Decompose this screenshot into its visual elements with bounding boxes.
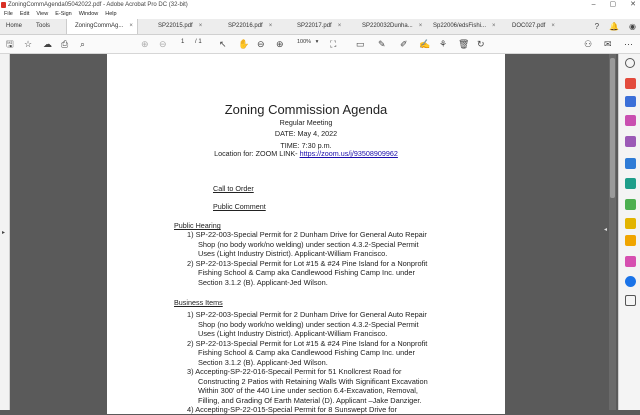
- page-total: / 1: [195, 39, 202, 45]
- chevron-down-icon: ▾: [315, 39, 319, 45]
- comment-icon[interactable]: ▭: [356, 39, 365, 49]
- upload-cloud-icon[interactable]: ☁: [43, 39, 52, 49]
- fill-sign-icon[interactable]: ✍: [419, 39, 431, 49]
- menu-bar: [0, 10, 640, 19]
- tab-document[interactable]: [158, 19, 202, 34]
- agenda-line: Fishing School & Camp aka Candlewood Fishing Camp Inc. under: [198, 268, 415, 277]
- menu-esign[interactable]: E-Sign: [55, 11, 72, 17]
- bookmark-star-icon[interactable]: ☆: [24, 39, 33, 49]
- tab-label: SP22015.pdf: [158, 23, 193, 29]
- window-title: ZoningCommAgenda05042022.pdf - Adobe Acrobat Pro DC (32-bit): [8, 2, 188, 8]
- location-label: Location for: ZOOM LINK-: [214, 149, 298, 158]
- tab-label: SP22016.pdf: [228, 23, 263, 29]
- call-to-order: Call to Order: [213, 184, 254, 193]
- public-hearing-heading: Public Hearing: [174, 221, 221, 230]
- zoom-select[interactable]: [297, 39, 318, 45]
- account-icon[interactable]: ◉: [629, 22, 636, 31]
- menu-edit[interactable]: Edit: [19, 11, 30, 17]
- tab-label: ZoningCommAg...: [75, 23, 124, 29]
- right-tools-panel: [618, 54, 640, 410]
- request-esignature-icon[interactable]: [625, 256, 636, 267]
- agenda-line: Filling, and Grading Of Earth Material (D). Applicant –Jake Danziger.: [198, 396, 422, 405]
- menu-help[interactable]: Help: [105, 11, 117, 17]
- comment-bubble-icon[interactable]: [625, 235, 636, 246]
- email-icon[interactable]: ✉: [604, 39, 612, 49]
- menu-view[interactable]: View: [36, 11, 49, 17]
- agenda-line: 1) SP-22-003-Special Permit for 2 Dunham Drive for General Auto Repair: [187, 230, 427, 239]
- tab-bar: [0, 19, 640, 35]
- search-tool-icon[interactable]: [625, 58, 635, 68]
- draw-icon[interactable]: ✐: [400, 39, 408, 49]
- share-icon[interactable]: ⚇: [584, 39, 593, 49]
- tab-tools[interactable]: Tools: [36, 23, 51, 29]
- page-number-input[interactable]: 1: [181, 39, 185, 45]
- next-page-icon[interactable]: ⊖: [159, 39, 167, 49]
- previous-page-icon[interactable]: ⊕: [141, 39, 149, 49]
- zoom-in-icon[interactable]: ⊕: [276, 39, 284, 49]
- agenda-line: Fishing School & Camp aka Candlewood Fishing Camp Inc. under: [198, 348, 415, 357]
- agenda-line: Shop (no body work/no welding) under section 4.3.2-Special Permit: [198, 320, 419, 329]
- tab-home[interactable]: Home: [6, 23, 23, 29]
- tab-close-icon[interactable]: ×: [198, 23, 203, 29]
- agenda-line: 3) Accepting-SP-22-016-Specail Permit for 51 Knollcrest Road for: [187, 367, 402, 376]
- export-pdf-icon[interactable]: [625, 96, 636, 107]
- agenda-line: 2) SP-22-013-Special Permit for Lot #15 & #24 Pine Island for a Nonprofit: [187, 339, 428, 348]
- organize-pages-icon[interactable]: [625, 178, 636, 189]
- zoom-out-icon[interactable]: ⊖: [257, 39, 265, 49]
- acrobat-logo-icon: [1, 2, 6, 8]
- tab-document[interactable]: [297, 19, 341, 34]
- minimize-button[interactable]: –: [591, 1, 596, 8]
- tab-label: Sp22006/edsFishi...: [433, 23, 487, 29]
- shield-icon[interactable]: [625, 276, 636, 287]
- search-icon[interactable]: ⌕: [80, 39, 86, 49]
- save-icon[interactable]: 🖫: [6, 39, 14, 49]
- more-tools-wrench-icon[interactable]: [625, 295, 636, 306]
- menu-file[interactable]: File: [4, 11, 13, 17]
- document-title: Zoning Commission Agenda: [224, 102, 388, 117]
- scan-ocr-icon[interactable]: [625, 199, 636, 210]
- agenda-line: Uses (Light Industry District). Applicant-William Francisco.: [198, 329, 388, 338]
- tab-close-icon[interactable]: ×: [418, 23, 423, 29]
- tab-document[interactable]: [362, 19, 422, 34]
- menu-window[interactable]: Window: [78, 11, 99, 17]
- agenda-line: Within 300' of the 440 Line under section 6.4-Excavation, Removal,: [198, 386, 418, 395]
- expand-left-pane-icon[interactable]: ▸: [2, 230, 6, 236]
- edit-pdf-icon[interactable]: [625, 115, 636, 126]
- delete-icon[interactable]: 🗑: [458, 39, 470, 49]
- tab-document[interactable]: [512, 19, 555, 34]
- print-icon[interactable]: ⎙: [61, 39, 69, 49]
- fit-page-icon[interactable]: ⛶: [330, 39, 337, 49]
- business-items-heading: Business Items: [174, 298, 223, 307]
- agenda-line: Shop (no body work/no welding) under section 4.3.2-Special Permit: [198, 240, 419, 249]
- tab-label: SP220032Dunha...: [362, 23, 413, 29]
- tab-close-icon[interactable]: ×: [268, 23, 273, 29]
- rotate-icon[interactable]: ↻: [477, 39, 485, 49]
- notifications-bell-icon[interactable]: 🔔: [609, 22, 620, 31]
- agenda-line: Section 3.1.2 (B). Applicant-Jed Wilson.: [198, 278, 328, 287]
- agenda-line: 2) SP-22-013-Special Permit for Lot #15 & #24 Pine Island for a Nonprofit: [187, 259, 428, 268]
- title-bar: [0, 0, 640, 10]
- tab-label: DOC027.pdf: [512, 23, 546, 29]
- highlight-pen-icon[interactable]: ✎: [378, 39, 386, 49]
- tab-close-icon[interactable]: ×: [551, 23, 555, 29]
- agenda-line: Section 3.1.2 (B). Applicant-Jed Wilson.: [198, 358, 328, 367]
- agenda-line: Uses (Light Industry District). Applicant-William Francisco.: [198, 249, 388, 258]
- tab-close-icon[interactable]: ×: [129, 23, 133, 29]
- meeting-time: TIME: 7:30 p.m.: [280, 141, 332, 150]
- zoom-link[interactable]: https://zoom.us/j/93508909962: [299, 149, 398, 158]
- stamp-icon[interactable]: ⚘: [439, 39, 448, 49]
- agenda-line: Constructing 2 Patios with Retaining Walls With Significant Excavation: [198, 377, 428, 386]
- left-nav-pane[interactable]: [0, 54, 10, 410]
- zoom-value: 100%: [297, 39, 312, 45]
- hand-tool-icon[interactable]: ✋: [238, 39, 250, 49]
- more-tools-icon[interactable]: ⋯: [624, 39, 633, 49]
- tab-document-active[interactable]: [66, 19, 138, 34]
- select-cursor-icon[interactable]: ↖: [219, 39, 227, 49]
- tab-close-icon[interactable]: ×: [337, 23, 342, 29]
- close-window-button[interactable]: ✕: [630, 1, 636, 8]
- tab-document[interactable]: [433, 19, 496, 34]
- meeting-date: DATE: May 4, 2022: [274, 129, 338, 138]
- public-comment: Public Comment: [213, 202, 266, 211]
- meeting-location: [107, 149, 505, 158]
- toolbar: [0, 35, 640, 54]
- help-icon[interactable]: ?: [594, 22, 600, 31]
- tab-label: SP22017.pdf: [297, 23, 332, 29]
- fill-and-sign-icon[interactable]: [625, 136, 636, 147]
- collapse-right-pane-icon[interactable]: ◂: [604, 227, 608, 233]
- pdf-page: [107, 54, 505, 414]
- scrollbar-thumb[interactable]: [610, 58, 615, 198]
- maximize-button[interactable]: ▢: [609, 1, 617, 8]
- meeting-type: Regular Meeting: [279, 118, 333, 127]
- agenda-line: 1) SP-22-003-Special Permit for 2 Dunham Drive for General Auto Repair: [187, 310, 427, 319]
- tab-document[interactable]: [228, 19, 272, 34]
- protect-icon[interactable]: [625, 218, 636, 229]
- comment-tool-icon[interactable]: [625, 158, 636, 169]
- tab-close-icon[interactable]: ×: [492, 23, 496, 29]
- agenda-line: 4) Accepting-SP-22-015-Special Permit for 8 Sunswept Drive for: [187, 405, 397, 414]
- create-pdf-icon[interactable]: [625, 78, 636, 89]
